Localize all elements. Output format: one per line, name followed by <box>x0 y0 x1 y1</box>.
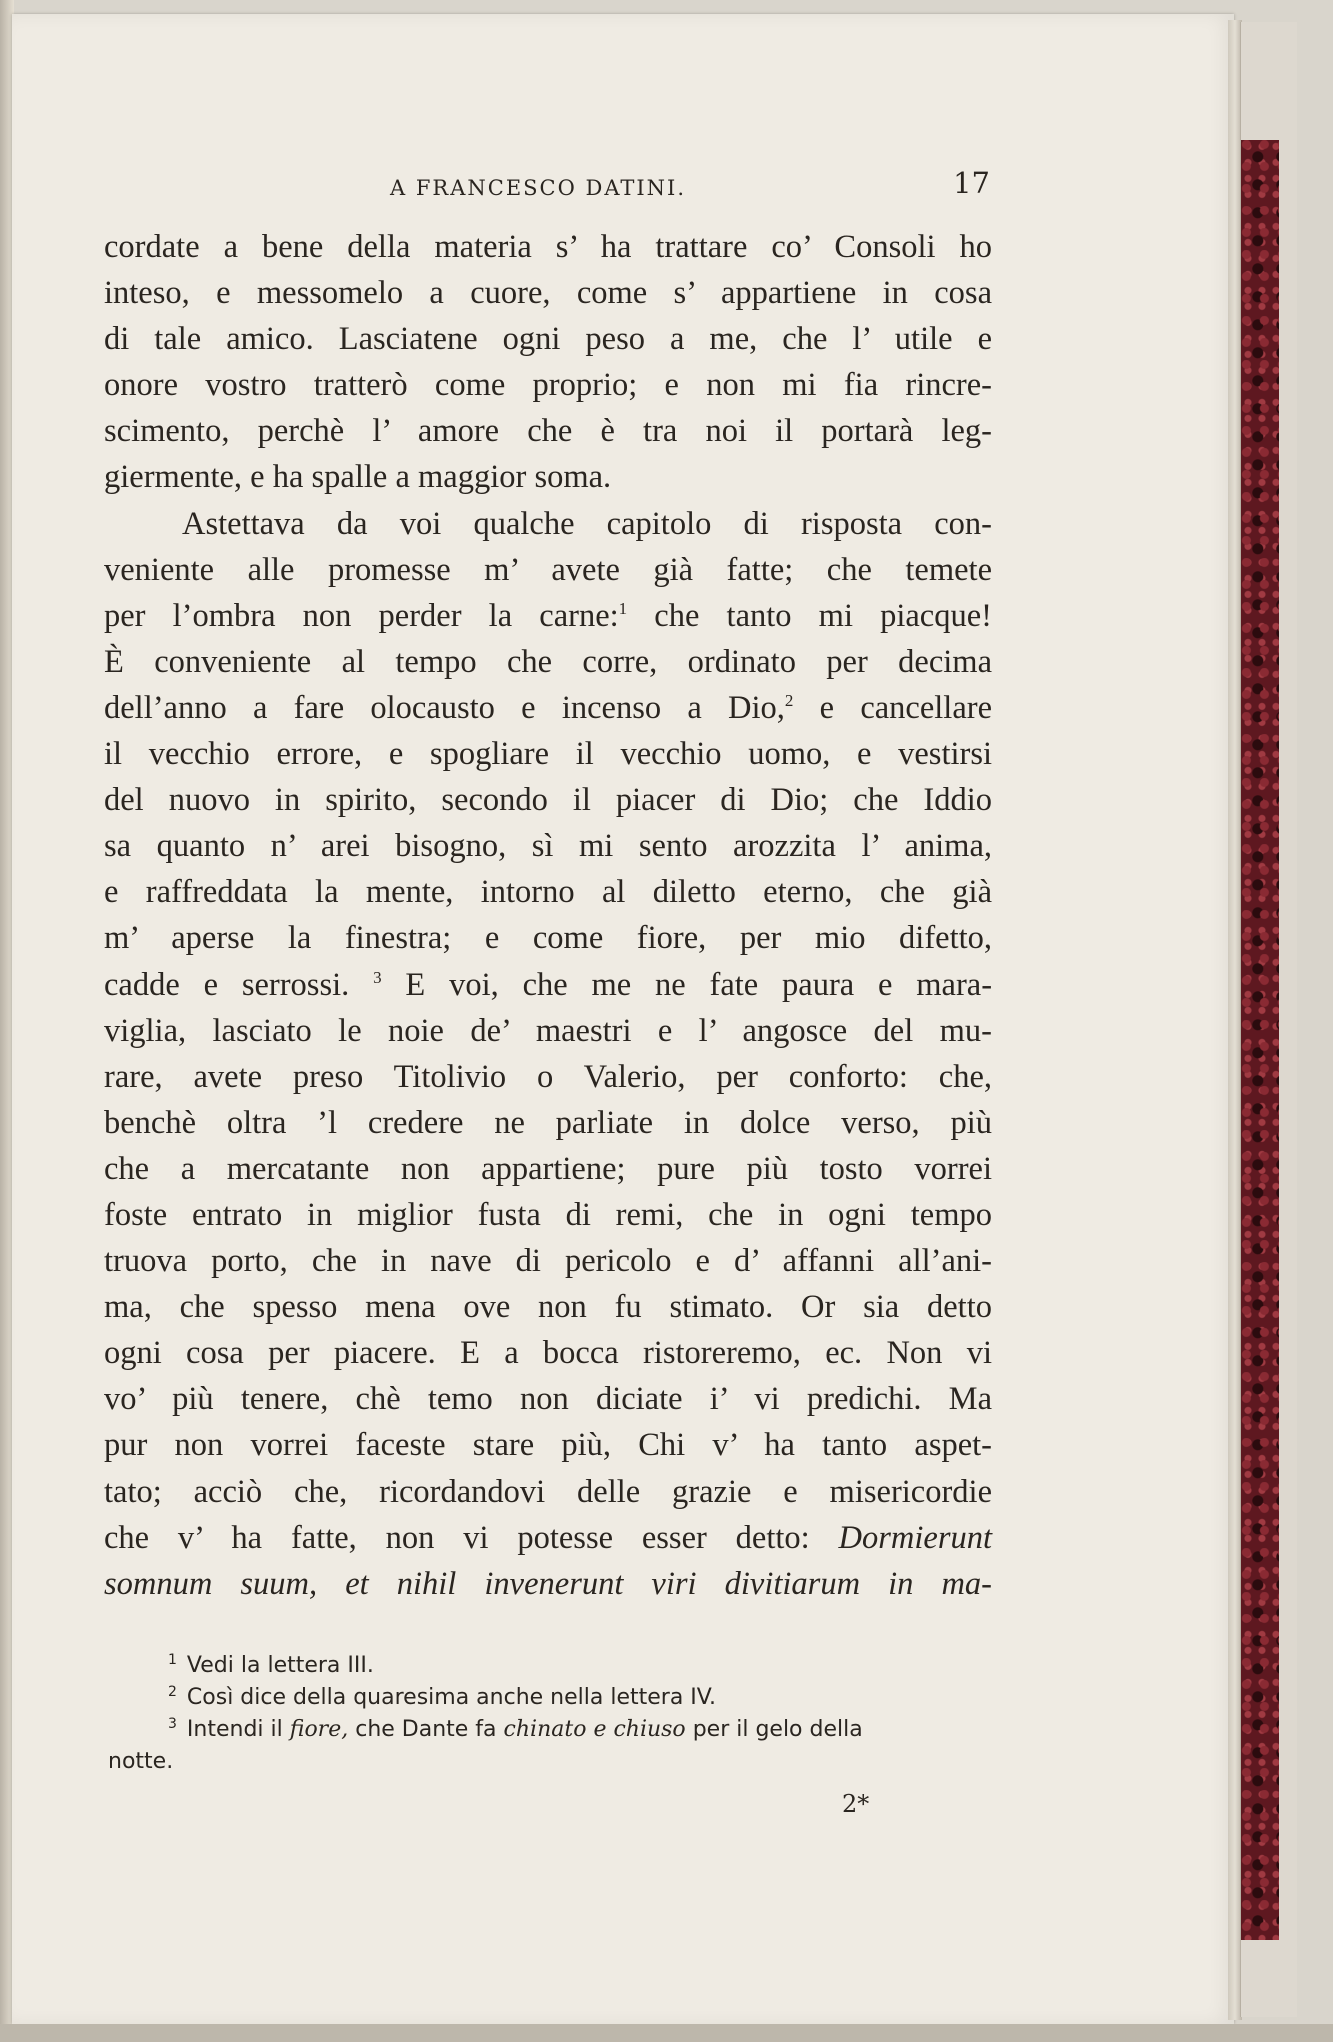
text-line: rare, avete preso Titolivio o Valerio, per conforto: che, <box>104 1058 992 1095</box>
footnote-mark: 1 <box>168 1651 177 1668</box>
text-line <box>104 593 992 639</box>
text-line: veniente alle promesse m’ avete già fatte; che temete <box>104 551 992 588</box>
text-line: viglia, lasciato le noie de’ maestri e l’ angosce del mu- <box>104 1012 992 1049</box>
text-line: foste entrato in miglior fusta di remi, che in ogni tempo <box>104 1196 992 1233</box>
page-number: 17 <box>953 166 990 200</box>
footnote-text: Così dice della quaresima anche nella lettera IV. <box>186 1685 716 1710</box>
signature-mark: 2* <box>842 1790 870 1818</box>
footnote-mark: 3 <box>168 1715 177 1732</box>
text-span: che v’ ha fatte, non vi potesse esser detto: <box>104 1519 810 1556</box>
text-line: e raffreddata la mente, intorno al diletto eterno, che già <box>104 874 992 911</box>
text-span: per l’ombra non perder la carne: <box>104 597 619 634</box>
text-line: scimento, perchè l’ amore che è tra noi il portarà leg- <box>104 413 992 450</box>
footnotes <box>108 1650 996 1778</box>
marbled-cover <box>1241 140 1279 1940</box>
text-line: il vecchio errore, e spogliare il vecchio uomo, e vestirsi <box>104 736 992 773</box>
footnote-ref: 2 <box>784 691 794 711</box>
text-span: E voi, che me ne fate paura e mara- <box>405 966 993 1003</box>
footnote-3 <box>108 1714 996 1746</box>
footnote-1 <box>108 1650 996 1682</box>
text-span: che tanto mi piacque! <box>654 597 992 634</box>
footnote-italic: fiore, <box>289 1717 349 1742</box>
text-line: del nuovo in spirito, secondo il piacer di Dio; che Iddio <box>104 782 992 819</box>
text-line <box>104 1515 992 1561</box>
footnote-ref: 1 <box>618 598 628 618</box>
latin-quote: Dormierunt <box>838 1519 993 1556</box>
text-line: benchè oltra ’l credere ne parliate in dolce verso, più <box>104 1104 992 1141</box>
text-line: di tale amico. Lasciatene ogni peso a me, che l’ utile e <box>104 321 992 358</box>
running-header <box>100 166 990 210</box>
text-line: cordate a bene della materia s’ ha trattare co’ Consoli ho <box>104 229 992 265</box>
footnote-italic: chinato e chiuso <box>503 1717 686 1742</box>
text-line: sa quanto n’ arei bisogno, sì mi sento arozzita l’ anima, <box>104 828 992 865</box>
text-line: pur non vorrei faceste stare più, Chi v’ ha tanto aspet- <box>104 1427 992 1464</box>
footnote-text: Vedi la lettera III. <box>186 1653 374 1678</box>
text-line: ma, che spesso mena ove non fu stimato. Or sia detto <box>104 1289 992 1326</box>
footnote-2 <box>108 1682 996 1714</box>
text-line <box>104 685 992 731</box>
footnote-mark: 2 <box>168 1683 177 1700</box>
text-line: giermente, e ha spalle a maggior soma. <box>104 459 612 496</box>
text-line: ogni cosa per piacere. E a bocca ristoreremo, ec. Non vi <box>104 1335 992 1372</box>
text-line <box>104 962 992 1008</box>
text-line: onore vostro tratterò come proprio; e non mi fia rincre- <box>104 367 992 404</box>
latin-quote-line: somnum suum, et nihil invenerunt viri divitiarum in ma- <box>104 1565 992 1602</box>
footnote-3-continuation: notte. <box>108 1749 174 1774</box>
text-line: Astettava da voi qualche capitolo di risposta con- <box>182 505 992 542</box>
text-span: dell’anno a fare olocausto e incenso a Dio, <box>104 689 785 726</box>
text-line: m’ aperse la finestra; e come fiore, per mio difetto, <box>104 920 992 957</box>
footnote-text: Intendi il <box>186 1717 283 1742</box>
footnote-text: che Dante fa <box>355 1717 497 1742</box>
bottom-edge <box>0 2024 1333 2042</box>
text-line: vo’ più tenere, chè temo non diciate i’ vi predichi. Ma <box>104 1381 992 1418</box>
text-line: che a mercatante non appartiene; pure più tosto vorrei <box>104 1150 992 1187</box>
footnote-text: per il gelo della <box>692 1717 863 1742</box>
text-line: truova porto, che in nave di pericolo e d’ affanni all’ani- <box>104 1243 992 1280</box>
text-span: e cancellare <box>819 689 993 726</box>
letter-body <box>104 224 992 1607</box>
text-span: cadde e serrossi. <box>104 966 350 1003</box>
running-title: A FRANCESCO DATINI. <box>390 176 687 200</box>
text-line: tato; acciò che, ricordandovi delle grazie e misericordie <box>104 1473 992 1510</box>
text-line: inteso, e messomelo a cuore, come s’ appartiene in cosa <box>104 275 992 312</box>
text-line: È conveniente al tempo che corre, ordinato per decima <box>104 643 992 680</box>
footnote-ref: 3 <box>373 967 382 987</box>
